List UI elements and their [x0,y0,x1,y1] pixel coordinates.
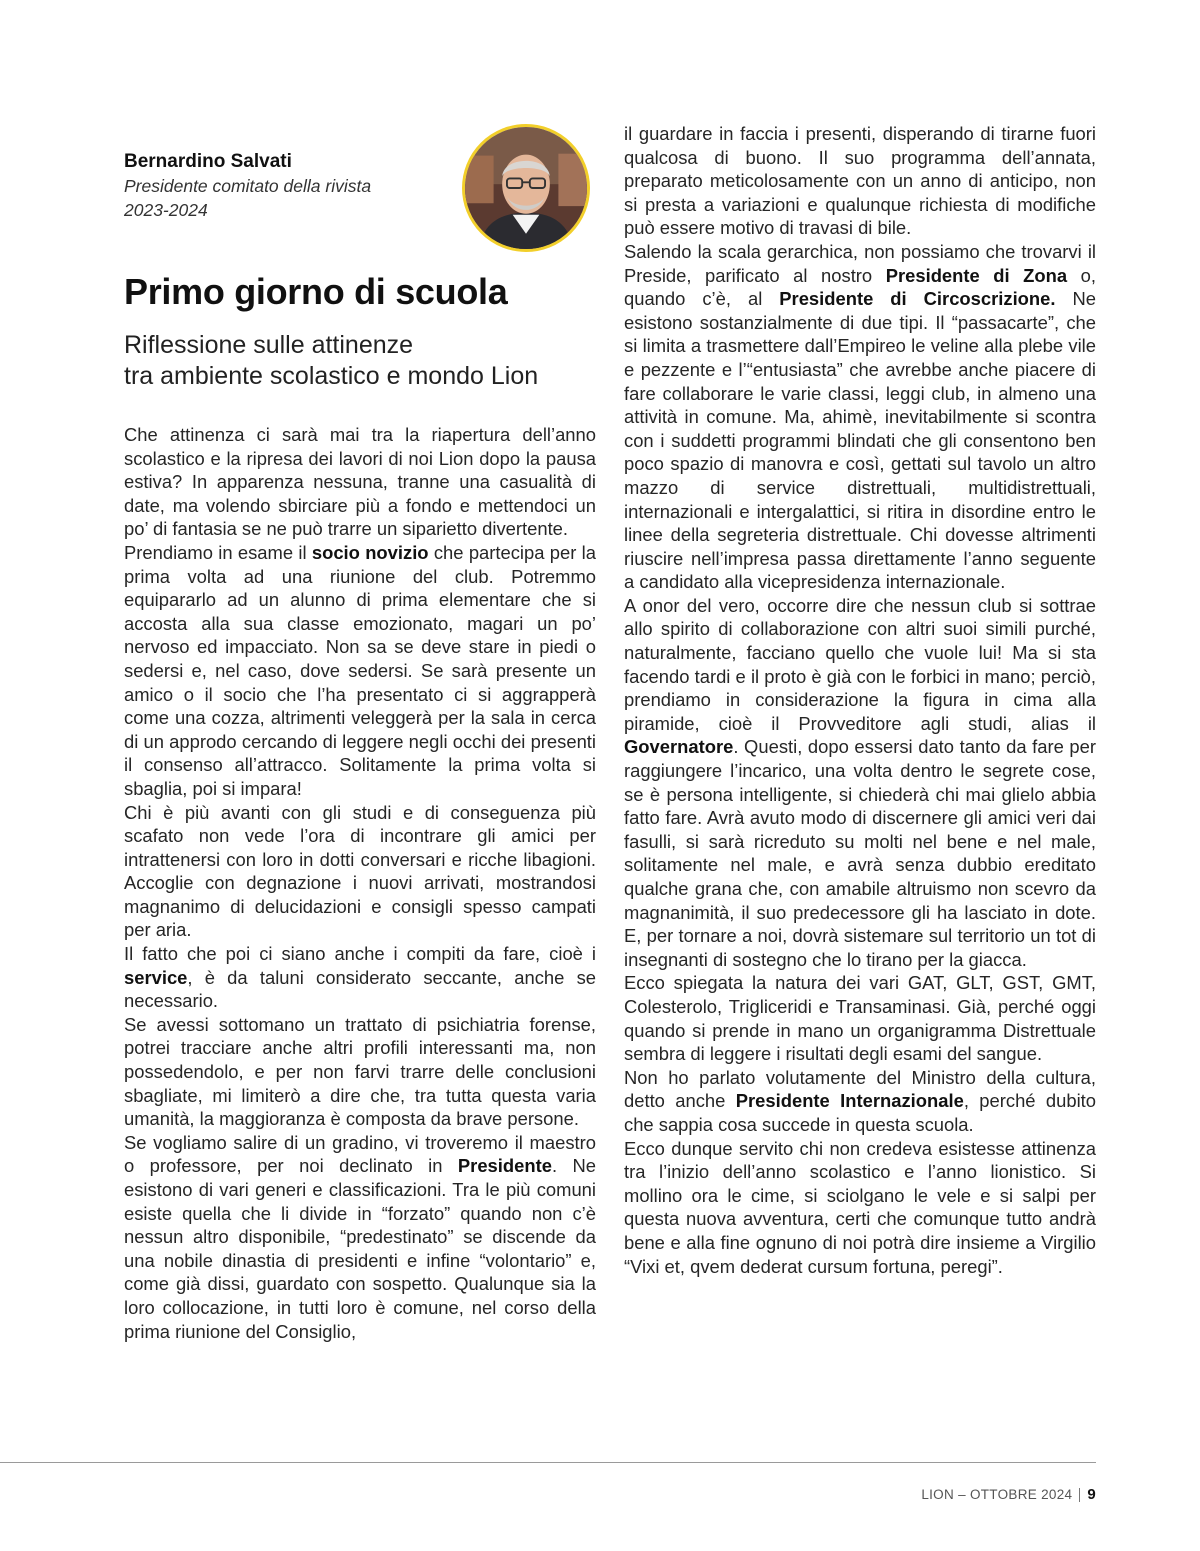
subtitle-line-1: Riflessione sulle attinenze [124,331,414,359]
emphasis: Presidente di Zona [885,264,1068,286]
paragraph: A onor del vero, occorre dire che nessun club si sottrae allo spirito di collaborazione con altri suoi simili purché, naturalmente, facciano quello che vuole lui! Ma si sta facendo tardi e il proto è già con le forbici in mano; perciò, prendiamo in considerazione la figura in cima alla piramide, cioè il Provveditore agli studi, alias il Governatore. Questi, dopo essersi dato tanto da fare per raggiungere l’incarico, una volta dentro le segrete cose, se è persona intelligente, si chiederà chi mai glielo abbia fatto fare. Avrà avuto modo di discernere gli amici veri dai fasulli, si sarà ricreduto su molti nel bene e nel male, solitamente nel male, e avrà senza dubbio ereditato qualche grana che, con amabile altruismo non scevro da magnanimità, il suo predecessore gli ha lasciato in dote. E, per tornare a noi, dovrà sistemare sul territorio un tot di insegnanti di sostegno che lo tirano per la giacca. [624,594,1096,970]
paragraph: Se avessi sottomano un trattato di psichiatria forense, potrei tracciare anche altri profili interessanti ma, non possedendolo, e per non farvi trarre delle conclusioni sbagliate, mi limiterò a dire che, tra tutta questa varia umanità, la maggioranza è composta da brave persone. [124,1013,596,1130]
author-block [124,150,444,222]
emphasis: Presidente [457,1155,552,1177]
emphasis: socio novizio [311,541,429,563]
emphasis: service [124,966,188,988]
paragraph: Che attinenza ci sarà mai tra la riapertura dell’anno scolastico e la ripresa dei lavori di noi Lion dopo la pausa estiva? In apparenza nessuna, tranne una casualità di date, ma volendo sbirciare più a fondo e mettendoci un po’ di fantasia se ne può trarre un siparietto divertente. [124,424,596,540]
page-number: 9 [1087,1486,1096,1503]
emphasis: Presidente di Circoscrizione. [779,288,1056,310]
article-title: Primo giorno di scuola [124,271,508,312]
paragraph: Prendiamo in esame il socio novizio che partecipa per la prima volta ad una riunione del club. Potremmo equipararlo ad un alunno di prima elementare che si accosta alla sua classe emozionato, magari un po’ nervoso ed impacciato. Non sa se deve stare in piedi o sedersi e, nel caso, dove sedersi. Se sarà presente un amico o il socio che l’ha presentato ci si aggrapperà come una cozza, altrimenti veleggerà per la sala in cerca di un approdo cercando di leggere negli occhi dei presenti il consenso all’attracco. Solitamente la prima volta si sbaglia, poi si impara! [124,541,596,799]
subtitle-line-2: tra ambiente scolastico e mondo Lion [124,362,539,390]
page-footer [921,1486,1096,1503]
footer-separator [1079,1488,1080,1502]
emphasis: Presidente Internazionale [735,1090,964,1112]
paragraph: Non ho parlato volutamente del Ministro della cultura, detto anche Presidente Internazionale, perché dubito che sappia cosa succede in questa scuola. [624,1066,1096,1135]
author-portrait-icon [465,127,587,249]
paragraph: Ecco dunque servito chi non credeva esistesse attinenza tra l’inizio dell’anno scolastico e l’anno lionistico. Si mollino ora le cime, si sciolgano le vele e si salpi per questa nuova avventura, certi che comunque tutto andrà bene e alla fine ognuno di noi potrà dire insieme a Virgilio “Vixi et, qvem dederat cursum fortuna, peregi”. [624,1137,1096,1277]
emphasis: Governatore [624,736,734,758]
publication-label: LION – OTTOBRE 2024 [921,1487,1073,1502]
article-subtitle [124,330,594,392]
left-column [124,423,596,1343]
paragraph: Chi è più avanti con gli studi e di conseguenza più scafato non vede l’ora di incontrare gli amici per intrattenersi con loro in dotti conversari e ricche libagioni. Accoglie con degnazione i nuovi arrivati, mostrandosi magnanimo di delucidazioni e consigli spesso campati per aria. [124,801,596,941]
author-name: Bernardino Salvati [124,151,292,172]
paragraph: Se vogliamo salire di un gradino, vi troveremo il maestro o professore, per noi declinato in Presidente. Ne esistono di vari generi e classificazioni. Tra le più comuni esiste quella che li divide in “forzato” quando non c’è nessun altro disponibile, “predestinato” se discende da una nobile dinastia di presidenti e infine “volontario” e, come già dissi, guardato con sospetto. Qualunque sia la loro collocazione, in tutti loro è comune, nel corso della prima riunione del Consiglio, [124,1131,597,1342]
right-column [624,122,1096,1278]
paragraph: Salendo la scala gerarchica, non possiamo che trovarvi il Preside, parificato al nostro Presidente di Zona o, quando c’è, al Presidente di Circoscrizione. Ne esistono sostanzialmente di due tipi. Il “passacarte”, che si limita a trasmettere dall’Empireo le veline alla plebe vile e pezzente e l’“entusiasta” che avrebbe anche piacere di fare collaborare le varie classi, leggi club, in almeno una attività in comune. Ma, ahimè, inevitabilmente si scontra con i suddetti programmi blindati che gli consentono ben poco spazio di manovra e così, gettati sul tavolo un altro mazzo di service distrettuali, multidistrettuali, internazionali e intergalattici, si ritira in disordine entro le linee della segreteria distrettuale. Chi dovesse altrimenti riuscire nell’impresa passa direttamente l’anno seguente a candidato alla vicepresidenza internazionale. [624,240,1096,593]
paragraph: il guardare in faccia i presenti, disperando di tirarne fuori qualcosa di buono. Il suo programma dell’annata, preparato meticolosamente con un anno di anticipo, non si presta a variazioni e qualunque richiesta di modifiche può essere motivo di travasi di bile. [624,123,1096,239]
author-term: 2023-2024 [124,200,208,220]
author-photo [462,124,590,252]
footer-divider [0,1462,1096,1463]
paragraph: Ecco spiegata la natura dei vari GAT, GLT, GST, GMT, Colesterolo, Trigliceridi e Transaminasi. Già, perché oggi quando si prende in mano un organigramma Distrettuale sembra di leggere i risultati degli esami del sangue. [624,972,1096,1065]
paragraph: Il fatto che poi ci siano anche i compiti da fare, cioè i service, è da taluni considerato seccante, anche se necessario. [124,943,596,1012]
author-role: Presidente comitato della rivista [124,176,372,196]
